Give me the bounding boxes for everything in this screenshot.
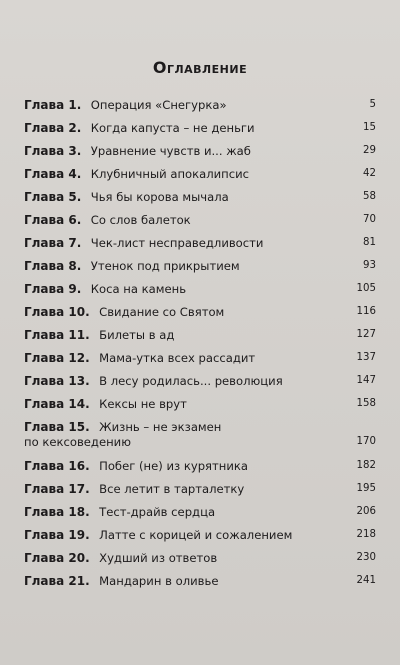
toc-entry	[24, 395, 376, 413]
toc-entry	[24, 526, 376, 544]
page-number: 81	[363, 237, 376, 248]
page-number: 29	[363, 145, 376, 156]
page-number: 5	[369, 99, 376, 110]
chapter-title: Все летит в тарталетку	[99, 482, 245, 496]
chapter-label: Глава 8.	[24, 259, 82, 273]
chapter-title: Утенок под прикрытием	[90, 259, 240, 273]
chapter-label: Глава 19.	[24, 528, 90, 542]
page-title: Оглавление	[152, 58, 248, 77]
page-number: 147	[356, 375, 376, 386]
toc-entry	[24, 418, 376, 456]
toc-entry	[24, 480, 376, 498]
chapter-title: Мандарин в оливье	[99, 574, 219, 588]
chapter-label: Глава 1.	[24, 98, 82, 112]
chapter-title: Мама-утка всех рассадит	[99, 351, 256, 365]
page-number: 42	[363, 168, 376, 179]
chapter-title: В лесу родилась... революция	[99, 374, 283, 388]
chapter-label: Глава 9.	[24, 282, 82, 296]
toc-entry	[24, 211, 376, 229]
toc-entry	[24, 572, 376, 590]
chapter-title: Чек-лист несправедливости	[90, 236, 264, 250]
toc-entry	[24, 372, 376, 390]
chapter-title: Тест-драйв сердца	[99, 505, 216, 519]
chapter-label: Глава 14.	[24, 397, 90, 411]
chapter-label: Глава 4.	[24, 167, 82, 181]
chapter-label: Глава 12.	[24, 351, 90, 365]
chapter-label: Глава 17.	[24, 482, 90, 496]
page-number: 170	[356, 436, 376, 447]
toc-entry	[24, 188, 376, 206]
chapter-label: Глава 16.	[24, 459, 90, 473]
chapter-title: Свидание со Святом	[99, 305, 225, 319]
chapter-title: Со слов балеток	[90, 213, 191, 227]
toc-entry	[24, 549, 376, 567]
page-number: 158	[356, 398, 376, 409]
chapter-title: Чья бы корова мычала	[90, 190, 229, 204]
chapter-title: Латте с корицей и сожалением	[99, 528, 293, 542]
page-number: 195	[356, 483, 376, 494]
page-number: 105	[356, 283, 376, 294]
chapter-label: Глава 21.	[24, 574, 90, 588]
page-number: 116	[356, 306, 376, 317]
chapter-label: Глава 6.	[24, 213, 82, 227]
page-number: 93	[363, 260, 376, 271]
chapter-title: Клубничный апокалипсис	[90, 167, 250, 181]
page-number: 137	[356, 352, 376, 363]
chapter-label: Глава 2.	[24, 121, 82, 135]
toc-entry	[24, 280, 376, 298]
page-number: 218	[356, 529, 376, 540]
chapter-label: Глава 15.	[24, 420, 90, 434]
chapter-title: Билеты в ад	[99, 328, 175, 342]
toc-entry	[24, 96, 376, 114]
chapter-title: Уравнение чувств и... жаб	[90, 144, 251, 158]
chapter-label: Глава 10.	[24, 305, 90, 319]
chapter-title: Побег (не) из курятника	[99, 459, 248, 473]
page-number: 15	[363, 122, 376, 133]
toc-entry	[24, 503, 376, 521]
chapter-title: Худший из ответов	[99, 551, 218, 565]
chapter-title: Операция «Снегурка»	[90, 98, 227, 112]
page-number: 127	[356, 329, 376, 340]
page-number: 206	[356, 506, 376, 517]
chapter-title-continued: по кексоведению	[24, 435, 131, 449]
toc-entry	[24, 303, 376, 321]
chapter-label: Глава 3.	[24, 144, 82, 158]
chapter-label: Глава 11.	[24, 328, 90, 342]
toc-entry	[24, 457, 376, 475]
toc-entry	[24, 142, 376, 160]
page-number: 58	[363, 191, 376, 202]
chapter-label: Глава 5.	[24, 190, 82, 204]
chapter-label: Глава 18.	[24, 505, 90, 519]
chapter-title: Когда капуста – не деньги	[90, 121, 255, 135]
chapter-title: Кексы не врут	[99, 397, 187, 411]
toc-entry	[24, 257, 376, 275]
toc-entry	[24, 119, 376, 137]
chapter-label: Глава 20.	[24, 551, 90, 565]
chapter-title: Коса на камень	[90, 282, 187, 296]
chapter-label: Глава 7.	[24, 236, 82, 250]
toc-entry	[24, 165, 376, 183]
toc-entry	[24, 349, 376, 367]
page-number: 241	[356, 575, 376, 586]
toc-entry	[24, 234, 376, 252]
page-number: 182	[356, 460, 376, 471]
page-number: 230	[356, 552, 376, 563]
chapter-title: Жизнь – не экзамен	[99, 420, 222, 434]
page-number: 70	[363, 214, 376, 225]
chapter-label: Глава 13.	[24, 374, 90, 388]
toc-entry	[24, 326, 376, 344]
